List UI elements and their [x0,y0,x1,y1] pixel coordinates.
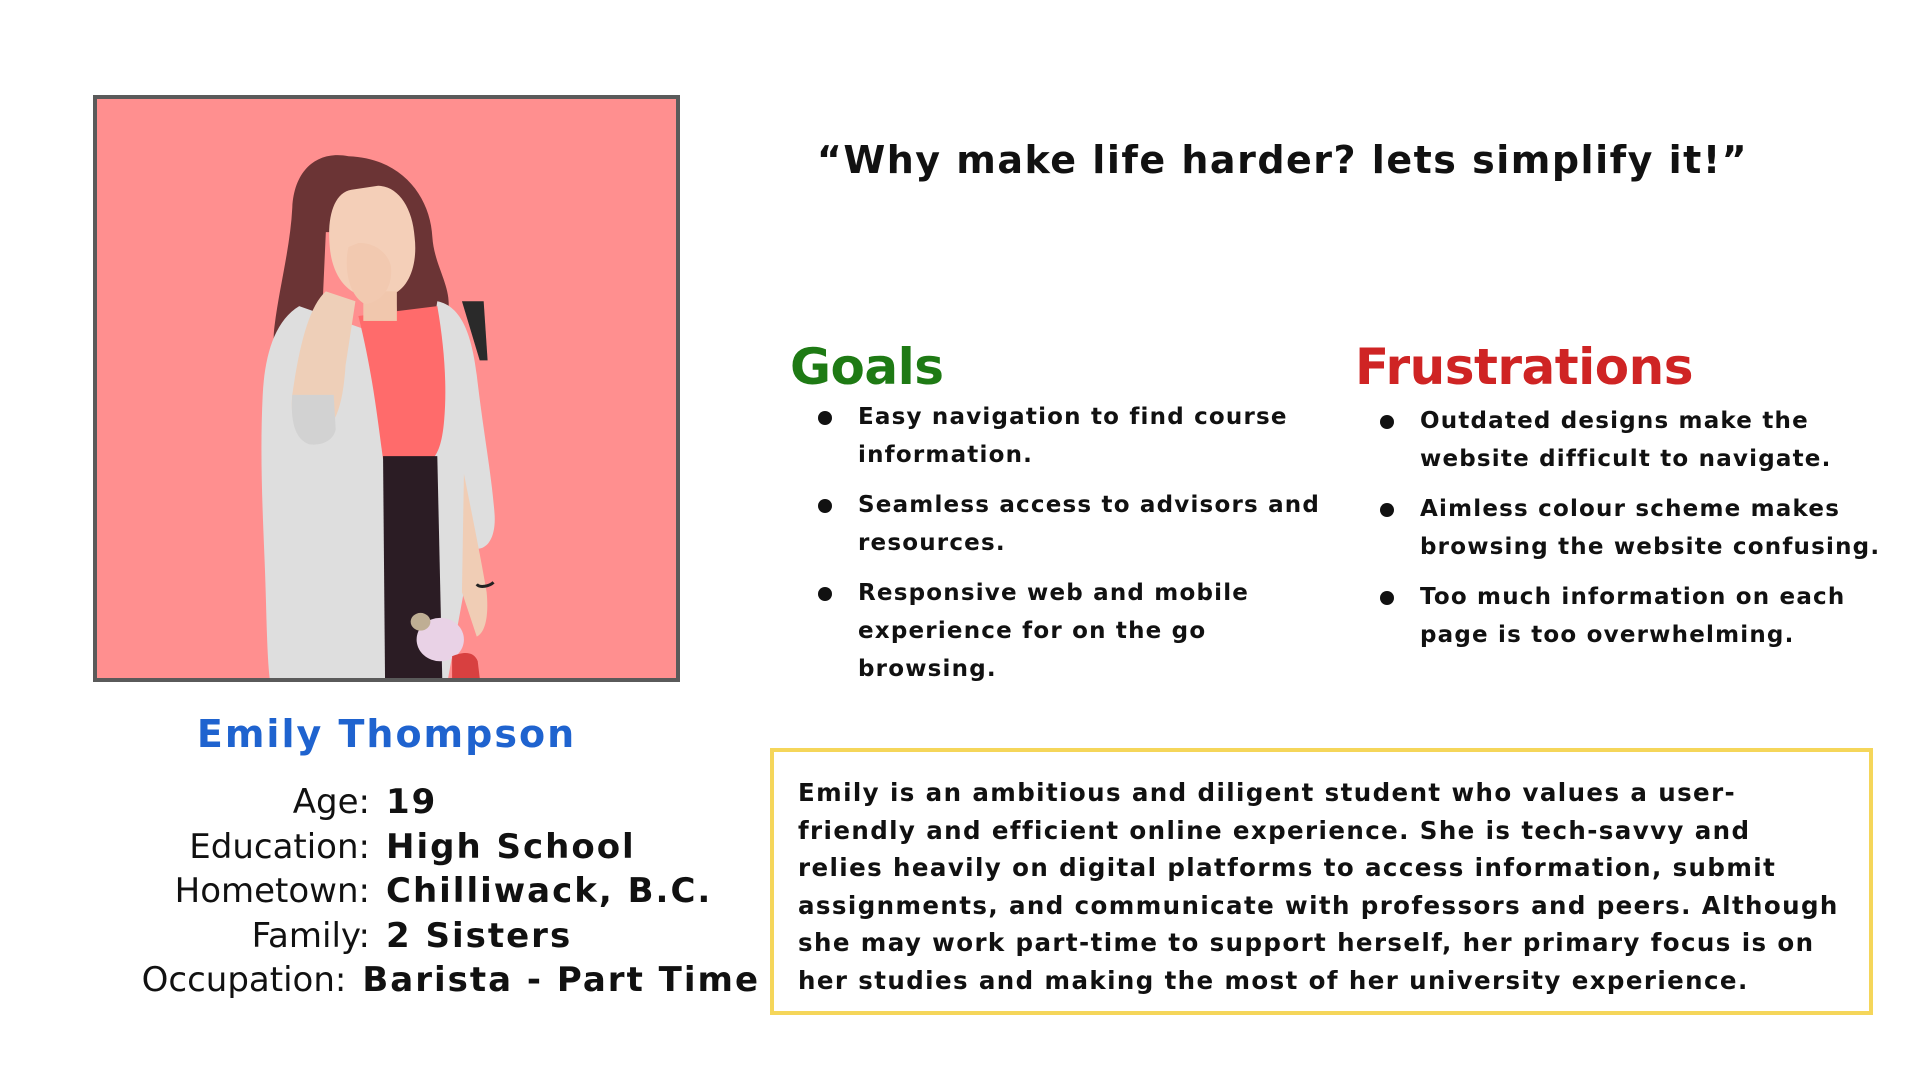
bullet-dot-icon [1380,503,1394,517]
frustration-item [1380,578,1900,654]
frustration-text: Outdated designs make the website difficult to navigate. [1420,408,1832,472]
frustrations-heading: Frustrations [1355,338,1694,396]
goals-list [818,398,1338,700]
bullet-dot-icon [818,411,832,425]
persona-illustration [97,99,676,678]
bullet-dot-icon [1380,591,1394,605]
goal-item [818,574,1338,688]
detail-label: Hometown: [174,871,370,912]
detail-value: Chilliwack, B.C. [386,871,713,912]
persona-details [60,780,760,1003]
goal-text: Easy navigation to find course information. [858,404,1288,468]
detail-label: Family: [251,915,370,956]
detail-value: High School [386,826,636,867]
frustrations-list [1380,402,1900,666]
goal-item [818,486,1338,562]
detail-label: Education: [189,826,370,867]
goals-heading: Goals [790,338,944,396]
goal-text: Responsive web and mobile experience for on the go browsing. [858,580,1250,682]
goal-text: Seamless access to advisors and resources. [858,492,1321,556]
detail-row-hometown [60,869,760,914]
detail-row-occupation [60,958,760,1003]
detail-label: Age: [292,782,370,823]
persona-summary-box [770,748,1873,1015]
frustration-text: Too much information on each page is too overwhelming. [1420,584,1846,648]
bullet-dot-icon [818,499,832,513]
frustration-item [1380,490,1900,566]
persona-summary: Emily is an ambitious and diligent student who values a user-friendly and efficient online experience. She is tech-savvy and relies heavily on digital platforms to access information, submit assignments, and communicate with professors and peers. Although she may work part-time to support herself, her primary focus is on her studies and making the most of her university experience. [798,778,1839,995]
detail-row-family [60,914,760,959]
detail-row-education [60,825,760,870]
bullet-dot-icon [818,587,832,601]
detail-row-age [60,780,760,825]
frustration-text: Aimless colour scheme makes browsing the website confusing. [1420,496,1881,560]
detail-value: Barista - Part Time [362,960,760,1001]
persona-name: Emily Thompson [196,712,577,756]
goal-item [818,398,1338,474]
bullet-dot-icon [1380,415,1394,429]
detail-value: 19 [386,782,438,823]
persona-quote: “Why make life harder? lets simplify it!” [816,138,1749,182]
detail-value: 2 Sisters [386,915,573,956]
frustration-item [1380,402,1900,478]
detail-label: Occupation: [141,960,347,1001]
persona-portrait [93,95,680,682]
